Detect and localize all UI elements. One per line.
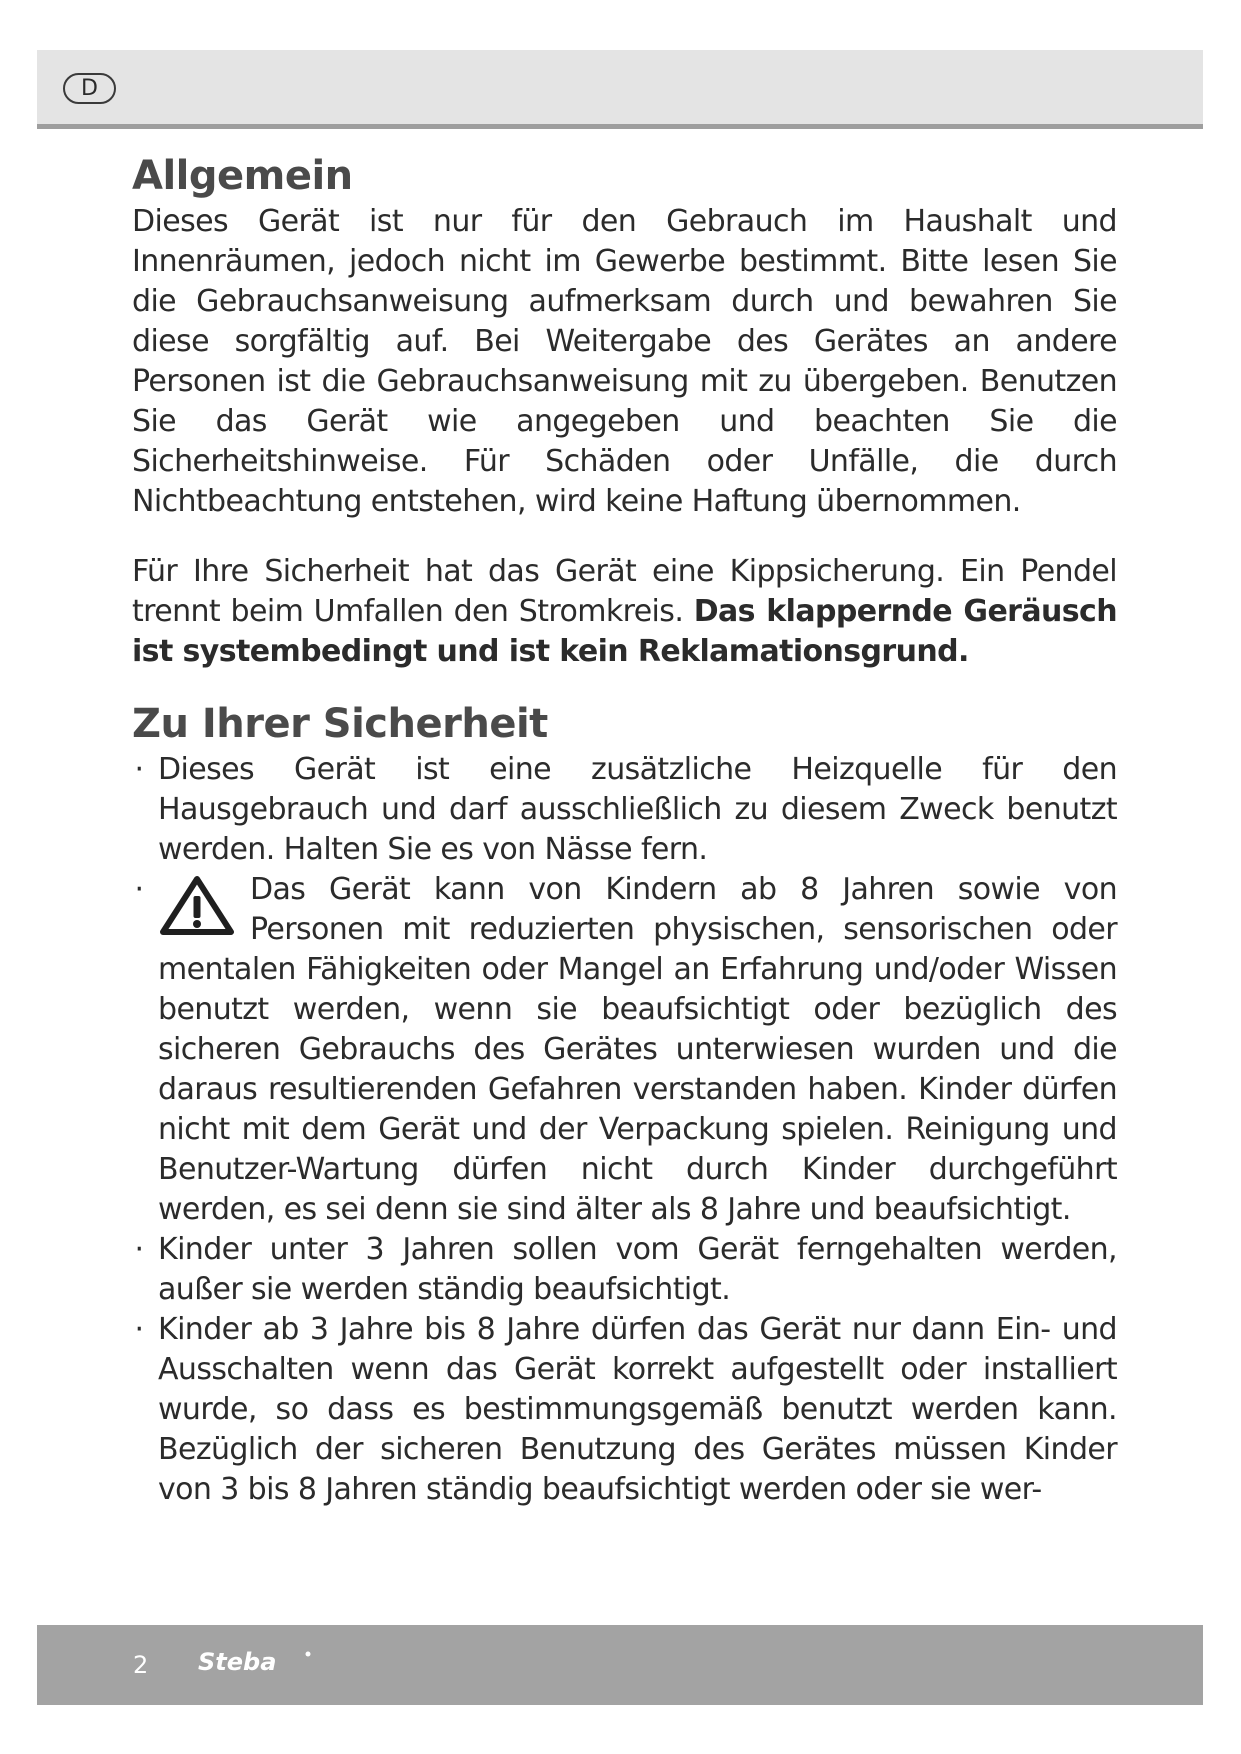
- safety-item: [132, 1310, 1117, 1510]
- safety-item: [132, 1230, 1117, 1310]
- general-paragraph: Dieses Gerät ist nur für den Gebrauch im Haushalt und Innenräumen, jedoch nicht im Gewerbe bestimmt. Bitte lesen Sie die Gebrauchsanweisung aufmerksam durch und bewahren Sie diese sorgfältig auf. Bei Weitergabe des Gerätes an andere Personen ist die Gebrauchsanweisung mit zu übergeben. Benutzen Sie das Gerät wie angegeben und beachten Sie die Sicherheitshinweise. Für Schäden oder Unfälle, die durch Nichtbeachtung entstehen, wird keine Haftung übernommen.: [132, 204, 1117, 519]
- tilt-safety-emphasis: Das klappernde Geräusch ist systembedingt und ist kein Reklamationsgrund.: [132, 594, 1117, 669]
- safety-item: [132, 750, 1117, 870]
- safety-item-text: Kinder ab 3 Jahre bis 8 Jahre dürfen das Gerät nur dann Ein- und Ausschalten wenn das Gerät korrekt aufgestellt oder installiert wurde, so dass es bestimmungsgemäß benutzt werden kann. Bezüglich der sicheren Benutzung des Gerätes müssen Kinder von 3 bis 8 Jahren ständig beaufsichtigt werden oder sie wer-: [158, 1312, 1117, 1507]
- warning-triangle-icon: [158, 874, 236, 938]
- header-divider: [37, 124, 1203, 129]
- safety-item-text: Das Gerät kann von Kindern ab 8 Jahren sowie von Personen mit reduzierten physischen, sensorischen oder mentalen Fähigkeiten oder Mangel an Erfahrung und/oder Wissen benutzt werden, wenn sie beaufsichtigt oder bezüglich des sicheren Gebrauchs des Gerätes unterwiesen wurden und die daraus resultierenden Gefahren verstanden haben. Kinder dürfen nicht mit dem Gerät und der Verpackung spielen. Reinigung und Benutzer-Wartung dürfen nicht durch Kinder durchgeführt werden, es sei denn sie sind älter als 8 Jahre und beaufsichtigt.: [158, 872, 1117, 1227]
- section-title-safety: Zu Ihrer Sicherheit: [132, 701, 548, 747]
- bullet-dot: ·: [134, 1312, 144, 1347]
- language-badge: D: [63, 73, 116, 104]
- brand-logo: [196, 1648, 314, 1678]
- page-header: [37, 50, 1203, 124]
- page-content: [132, 152, 1117, 1510]
- bullet-dot: ·: [134, 872, 144, 907]
- page-number: 2: [133, 1651, 149, 1679]
- brand-logo-text: Steba: [198, 1648, 277, 1676]
- section-title-general: Allgemein: [132, 153, 353, 199]
- safety-item-text: Kinder unter 3 Jahren sollen vom Gerät ferngehalten werden, außer sie werden ständig beaufsichtigt.: [158, 1232, 1117, 1307]
- bullet-dot: ·: [134, 752, 144, 787]
- tilt-safety-paragraph: [132, 552, 1117, 672]
- safety-list: [132, 750, 1117, 1510]
- safety-item-text: Dieses Gerät ist eine zusätzliche Heizquelle für den Hausgebrauch und darf ausschließlich zu diesem Zweck benutzt werden. Halten Sie es von Nässe fern.: [158, 752, 1117, 867]
- tilt-safety-text: Für Ihre Sicherheit hat das Gerät eine Kippsicherung. Ein Pendel trennt beim Umfallen den Stromkreis.: [132, 554, 1117, 629]
- bullet-dot: ·: [134, 1232, 144, 1267]
- safety-item: [132, 870, 1117, 1230]
